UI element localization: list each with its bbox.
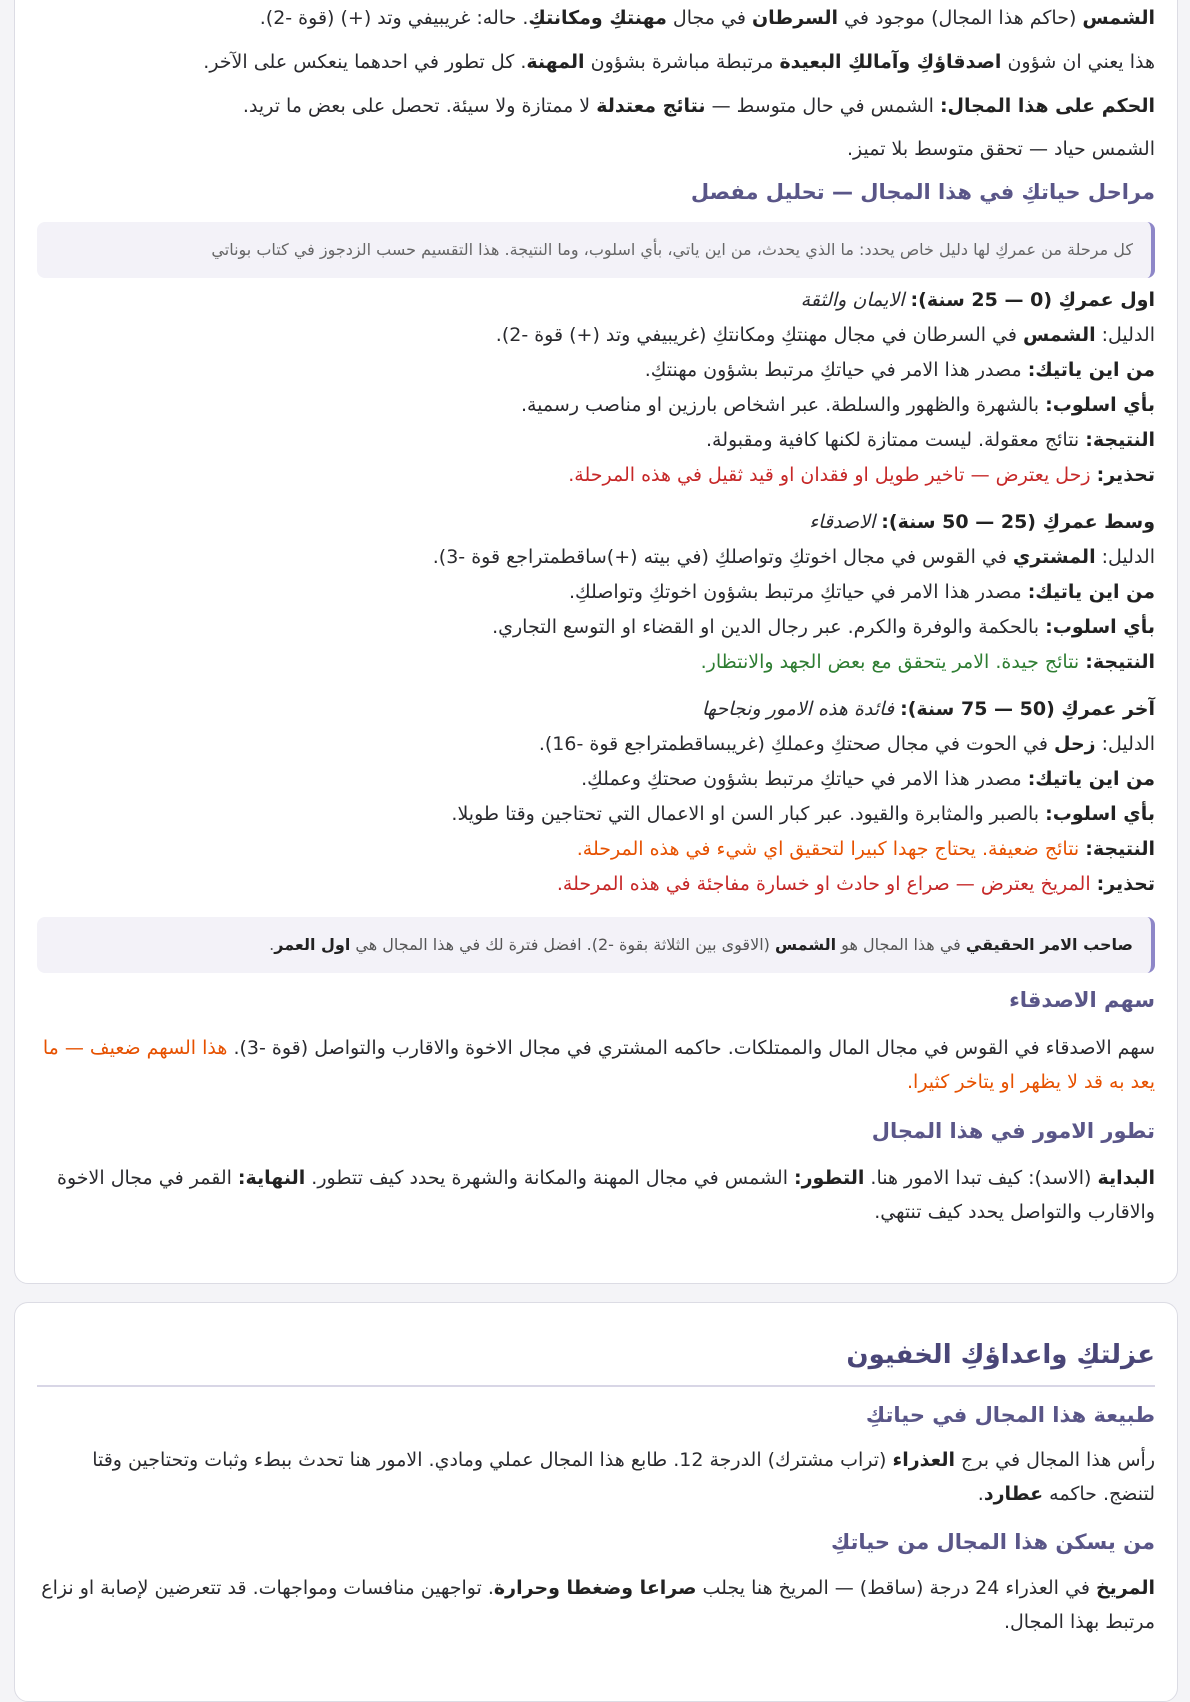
section-card-friends	[14, 0, 1178, 1284]
stage2-how: بأي اسلوب: بالحكمة والوفرة والكرم. عبر رجال الدين او القضاء او التوسع التجاري.	[492, 616, 1155, 638]
stage2-from: من اين ياتيك: مصدر هذا الامر في حياتكِ مرتبط بشؤون اخوتكِ وتواصلكِ.	[568, 581, 1155, 603]
nature-text: رأس هذا المجال في برج العذراء (تراب مشترك) الدرجة 12. طابع هذا المجال عملي ومادي. الامور هنا تحدث ببطء وثبات وتحتاجين وقتا لتنضج. حاكمه عطارد.	[92, 1449, 1155, 1505]
title-divider	[37, 1385, 1155, 1387]
occupants-heading: من يسكن هذا المجال من حياتكِ	[830, 1530, 1155, 1554]
stage3-guide: الدليل: زحل في الحوت في مجال صحتكِ وعملكِ (غريبساقطمتراجع قوة -16).	[538, 733, 1155, 755]
stage3-from: من اين ياتيك: مصدر هذا الامر في حياتكِ مرتبط بشؤون صحتكِ وعملكِ.	[581, 768, 1155, 790]
meaning-line: هذا يعني ان شؤون اصدقاؤكِ وآمالكِ البعيدة مرتبطة مباشرة بشؤون المهنة. كل تطور في احدهما ينعكس على الآخر.	[203, 51, 1155, 73]
stage3-result: النتيجة: نتائج ضعيفة. يحتاج جهدا كبيرا لتحقيق اي شيء في هذه المرحلة.	[576, 838, 1155, 860]
ruler-note: صاحب الامر الحقيقي في هذا المجال هو الشمس (الاقوى بين الثلاثة بقوة -2). افضل فترة لك في هذا المجال هي اول العمر.	[37, 917, 1155, 973]
ruler-line: الشمس (حاكم هذا المجال) موجود في السرطان في مجال مهنتكِ ومكانتكِ. حاله: غريبيفي وتد (+) (قوة -2).	[259, 7, 1155, 29]
stage2-title: وسط عمركِ (25 — 50 سنة): الاصدقاء	[809, 511, 1155, 533]
section-title: عزلتكِ واعداؤكِ الخفيون	[846, 1340, 1155, 1370]
development-heading: تطور الامور في هذا المجال	[871, 1119, 1155, 1143]
stage3-title: آخر عمركِ (50 — 75 سنة): فائدة هذه الامور ونجاحها	[701, 698, 1155, 720]
stage1-title: اول عمركِ (0 — 25 سنة): الايمان والثقة	[800, 289, 1155, 311]
stage2-result: النتيجة: نتائج جيدة. الامر يتحقق مع بعض الجهد والانتظار.	[700, 651, 1155, 673]
stage2-guide: الدليل: المشتري في القوس في مجال اخوتكِ وتواصلكِ (في بيته (+)ساقطمتراجع قوة -3).	[432, 546, 1155, 568]
lot-heading: سهم الاصدقاء	[1009, 988, 1155, 1012]
nature-heading: طبيعة هذا المجال في حياتكِ	[865, 1403, 1155, 1427]
stage1-result: النتيجة: نتائج معقولة. ليست ممتازة لكنها كافية ومقبولة.	[705, 429, 1155, 451]
stage3-warning: تحذير: المريخ يعترض — صراع او حادث او خسارة مفاجئة في هذه المرحلة.	[556, 873, 1155, 895]
stages-heading: مراحل حياتكِ في هذا المجال — تحليل مفصل	[690, 180, 1155, 204]
stage1-warning: تحذير: زحل يعترض — تاخير طويل او فقدان او قيد ثقيل في هذه المرحلة.	[568, 464, 1155, 486]
section-card-isolation	[14, 1302, 1178, 1702]
judgement-line: الحكم على هذا المجال: الشمس في حال متوسط — نتائج معتدلة لا ممتازة ولا سيئة. تحصل على بعض ما تريد.	[242, 95, 1155, 117]
stage1-how: بأي اسلوب: بالشهرة والظهور والسلطة. عبر اشخاص بارزين او مناصب رسمية.	[520, 394, 1155, 416]
lot-text: سهم الاصدقاء في القوس في مجال المال والممتلكات. حاكمه المشتري في مجال الاخوة والاقارب والتواصل (قوة -3). هذا السهم ضعيف — ما يعد به قد لا يظهر او يتاخر كثيرا.	[42, 1037, 1155, 1093]
development-text: البداية (الاسد): كيف تبدا الامور هنا. التطور: الشمس في مجال المهنة والمكانة والشهرة يحدد كيف تتطور. النهاية: القمر في مجال الاخوة والاقارب والتواصل يحدد كيف تنتهي.	[57, 1167, 1155, 1223]
stage1-from: من اين ياتيك: مصدر هذا الامر في حياتكِ مرتبط بشؤون مهنتكِ.	[644, 359, 1155, 381]
occupants-text: المريخ في العذراء 24 درجة (ساقط) — المريخ هنا يجلب صراعا وضغطا وحرارة. تواجهين منافسات ومواجهات. قد تتعرضين لإصابة او نزاع مرتبط بهذا المجال.	[41, 1577, 1155, 1633]
stages-note: كل مرحلة من عمركِ لها دليل خاص يحدد: ما الذي يحدث، من اين ياتي، بأي اسلوب، وما النتيجة. هذا التقسيم حسب الزدجوز في كتاب بوناتي	[37, 222, 1155, 278]
summary-line: الشمس حياد — تحقق متوسط بلا تميز.	[846, 138, 1155, 160]
stage3-how: بأي اسلوب: بالصبر والمثابرة والقيود. عبر كبار السن او الاعمال التي تحتاجين وقتا طويلا.	[451, 803, 1155, 825]
stage1-guide: الدليل: الشمس في السرطان في مجال مهنتكِ ومكانتكِ (غريبيفي وتد (+) قوة -2).	[495, 324, 1155, 346]
